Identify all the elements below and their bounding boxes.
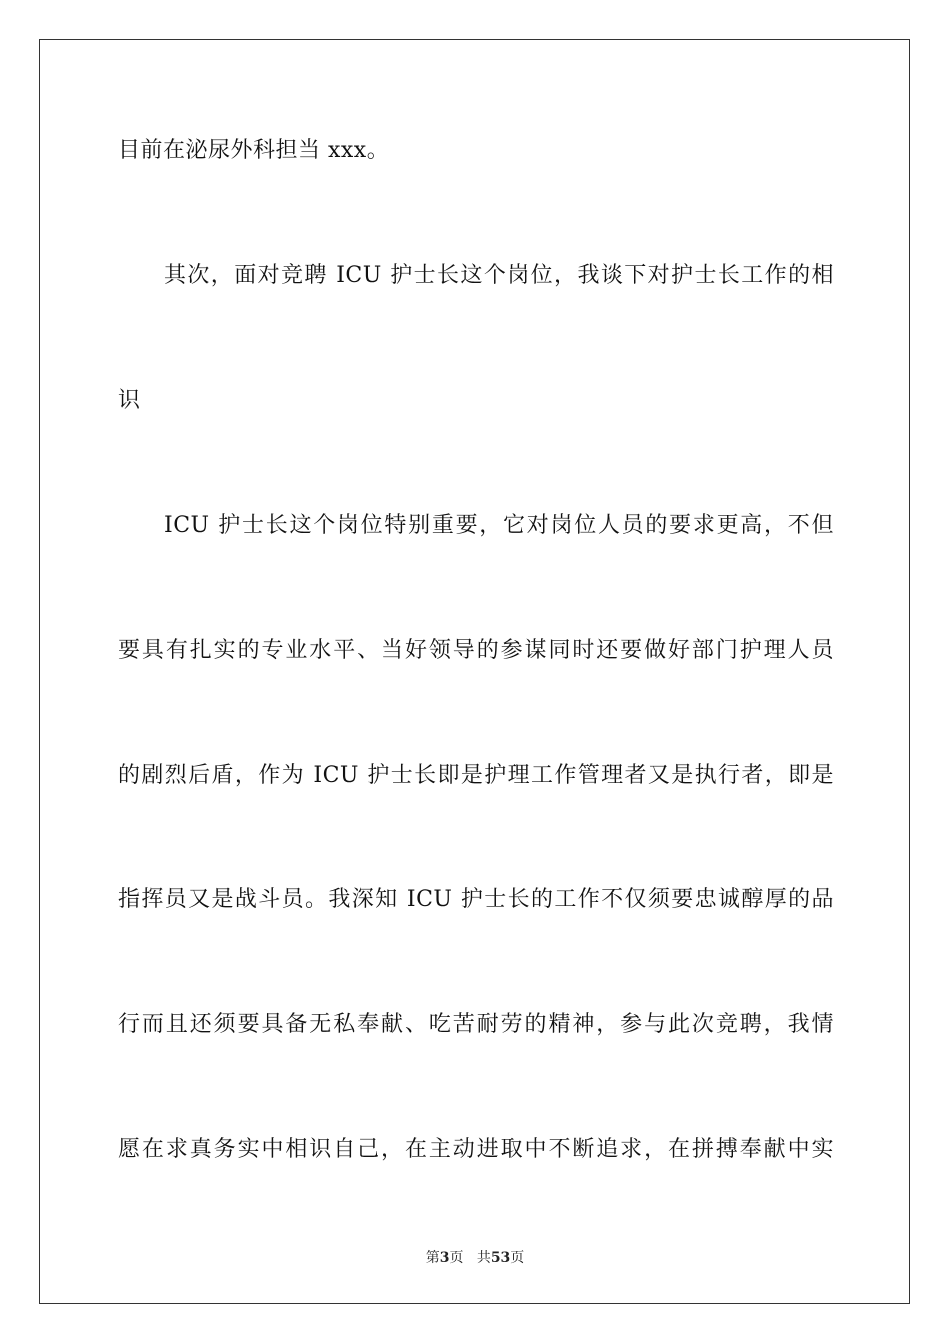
text-line-3: 识 <box>118 388 141 413</box>
text-line-6: 的剧烈后盾，作为 ICU 护士长即是护理工作管理者又是执行者，即是 <box>118 763 834 788</box>
text-line-4: ICU 护士长这个岗位特别重要，它对岗位人员的要求更高，不但 <box>164 513 834 538</box>
text-line-2: 其次，面对竞聘 ICU 护士长这个岗位，我谈下对护士长工作的相 <box>164 263 834 288</box>
text-line-7: 指挥员又是战斗员。我深知 ICU 护士长的工作不仅须要忠诚醇厚的品 <box>118 887 834 912</box>
footer-page-prefix: 第 <box>425 1250 440 1266</box>
page-border <box>39 39 910 1304</box>
text-line-1: 目前在泌尿外科担当 xxx。 <box>118 138 390 163</box>
page-footer <box>0 1248 950 1268</box>
footer-total-suffix: 页 <box>510 1250 525 1266</box>
text-line-5: 要具有扎实的专业水平、当好领导的参谋同时还要做好部门护理人员 <box>118 638 834 663</box>
text-line-9: 愿在求真务实中相识自己，在主动进取中不断追求，在拼搏奉献中实 <box>118 1137 834 1162</box>
footer-total-prefix: 共 <box>476 1250 491 1266</box>
footer-page-suffix: 页 <box>449 1250 464 1266</box>
footer-total-pages: 53 <box>490 1250 511 1266</box>
text-line-8: 行而且还须要具备无私奉献、吃苦耐劳的精神，参与此次竞聘，我情 <box>118 1012 834 1037</box>
footer-page-number: 3 <box>439 1250 450 1266</box>
